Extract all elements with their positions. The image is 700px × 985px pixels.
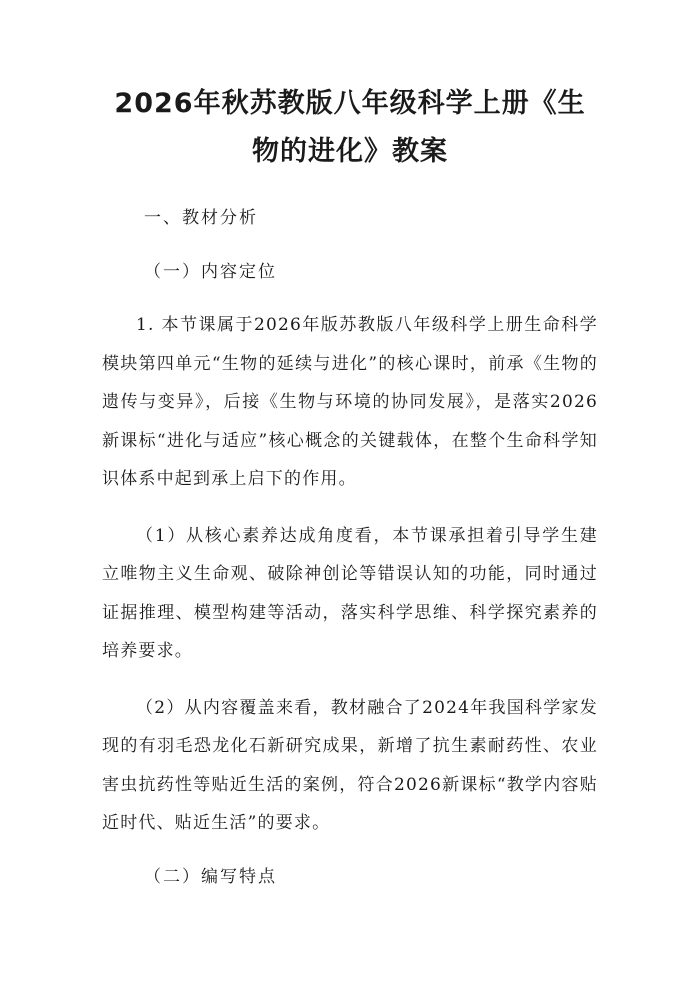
subsection-heading-writing-features: （二）编写特点	[144, 866, 277, 887]
subsection-heading-content-positioning: （一）内容定位	[144, 262, 277, 282]
paragraph-3: （2）从内容覆盖来看，教材融合了2024年我国科学家发现的有羽毛恐龙化石新研究成果，新增了抗生素耐药性、农业害虫抗药性等贴近生活的案例，符合2026新课标“教学内容贴近时代、贴近生活”的要求。	[102, 697, 598, 833]
document-page	[0, 80, 700, 985]
paragraph-1: 1. 本节课属于2026年版苏教版八年级科学上册生命科学模块第四单元“生物的延续与进化”的核心课时，前承《生物的遗传与变异》，后接《生物与环境的协同发展》，是落实2026新课标“进化与适应”核心概念的关键载体，在整个生命科学知识体系中起到承上启下的作用。	[102, 315, 598, 489]
paragraph-2: （1）从核心素养达成角度看，本节课承担着引导学生建立唯物主义生命观、破除神创论等错误认知的功能，同时通过证据推理、模型构建等活动，落实科学思维、科学探究素养的培养要求。	[102, 525, 598, 661]
section-heading-teaching-material-analysis: 一、教材分析	[144, 208, 258, 228]
document-title: 2026年秋苏教版八年级科学上册《生物的进化》教案	[114, 88, 586, 167]
